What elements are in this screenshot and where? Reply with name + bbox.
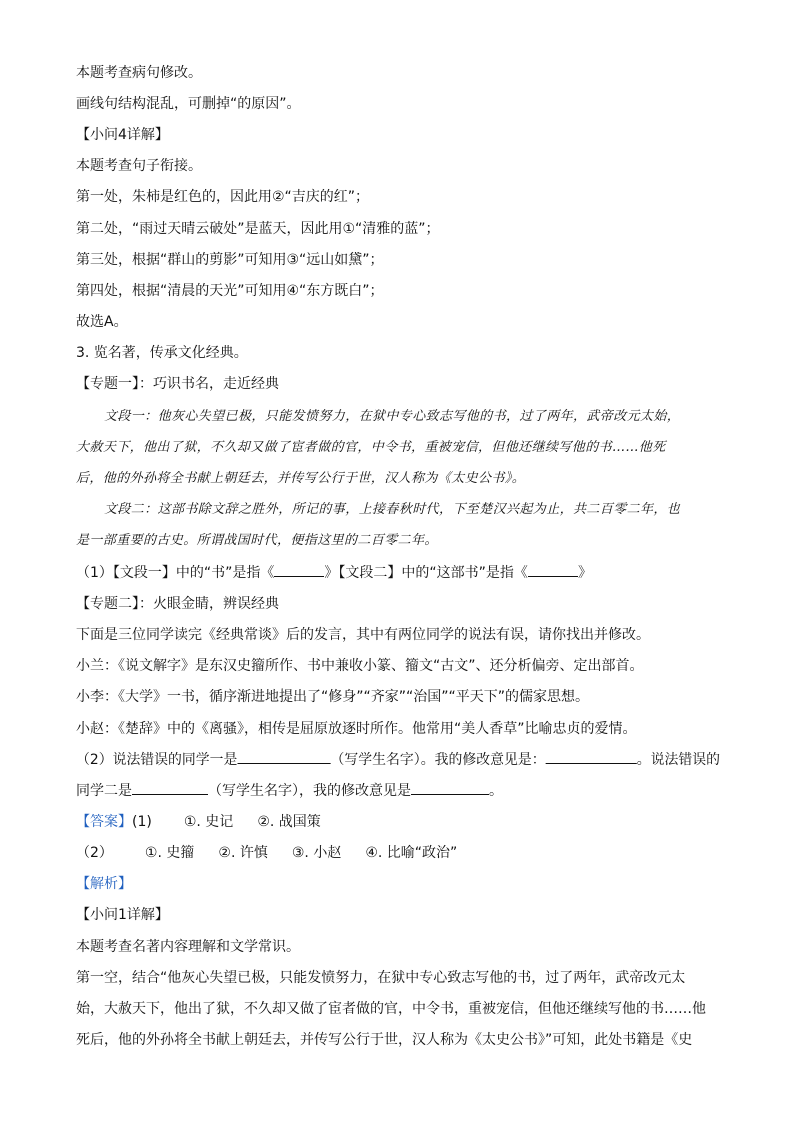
text-fragment: 》【文段二】中的“这部书”是指《: [324, 565, 528, 581]
text-line: 画线句结构混乱，可删掉“的原因”。: [76, 96, 301, 112]
answer-blank[interactable]: [132, 780, 208, 795]
question-title: 3. 览名著，传承文化经典。: [76, 345, 248, 361]
answer-blank[interactable]: [274, 562, 324, 577]
answer-value: . 许慎: [230, 845, 268, 861]
text-line: 第一空，结合“他灰心失望已极，只能发愤努力，在狱中专心致志写他的书，过了两年，武帝改元太: [76, 970, 686, 986]
topic-heading: 【专题二】：火眼金睛，辨误经典: [76, 596, 279, 612]
fill-question-1: [76, 562, 592, 584]
text-fragment: （2）说法错误的同学一是: [76, 752, 238, 768]
passage-line: 大赦天下，他出了狱，不久却又做了宦者做的官，中令书，重被宠信，但他还继续写他的书……他死: [76, 440, 666, 455]
answer-value: . 小赵: [304, 845, 342, 861]
text-line: 第二处，“雨过天晴云破处”是蓝天，因此用①“清雅的蓝”；: [76, 221, 440, 237]
answer-number: (1): [132, 814, 152, 830]
topic-heading: 【专题一】：巧识书名，走近经典: [76, 376, 279, 392]
text-fragment: 同学二是: [76, 783, 132, 799]
passage-line: 文段一：他灰心失望已极，只能发愤努力，在狱中专心致志写他的书，过了两年，武帝改元太始，: [104, 409, 681, 424]
answer-value: . 战国策: [269, 814, 321, 830]
passage-line: 后，他的外孙将全书献上朝廷去，并传写公行于世，汉人称为《太史公书》。: [76, 471, 526, 486]
text-line: 死后，他的外孙将全书献上朝廷去，并传写公行于世，汉人称为《太史公书》”可知，此处书籍是《史: [76, 1032, 693, 1048]
answer-blank[interactable]: [411, 780, 489, 795]
section-heading: 【小问1详解】: [76, 907, 169, 923]
answer-blank[interactable]: [546, 749, 637, 764]
text-fragment: 。说法错误的: [636, 752, 720, 768]
answer-line-1: [76, 811, 321, 833]
text-line: 第四处，根据“清晨的天光”可知用④“东方既白”；: [76, 283, 384, 299]
answer-line-2: [76, 842, 457, 864]
answer-number: （2）: [76, 845, 113, 861]
text-fragment: 。: [489, 783, 503, 799]
answer-value: . 比喻“政治”: [377, 845, 458, 861]
text-line: 小李：《大学》一书，循序渐进地提出了“修身”“齐家”“治国”“平天下”的儒家思想。: [76, 689, 590, 705]
text-line: 第一处，朱柿是红色的，因此用②“吉庆的红”；: [76, 189, 370, 205]
text-line: 本题考查名著内容理解和文学常识。: [76, 939, 300, 955]
text-line: 小赵：《楚辞》中的《离骚》，相传是屈原放逐时所作。他常用“美人香草”比喻忠贞的爱情。: [76, 721, 637, 737]
answer-value: . 史记: [196, 814, 234, 830]
text-line: 故选A。: [76, 314, 128, 330]
answer-marker: ①: [144, 845, 158, 861]
text-line: 始，大赦天下，他出了狱，不久却又做了宦者做的官，中令书，重被宠信，但他还继续写他的书……他: [76, 1001, 706, 1017]
text-fragment: 》: [577, 565, 592, 581]
answer-marker: ①: [183, 814, 197, 830]
passage-line: 是一部重要的古史。所谓战国时代，便指这里的二百零二年。: [76, 533, 438, 548]
text-line: 第三处，根据“群山的剪影”可知用③“远山如黛”；: [76, 252, 384, 268]
answer-marker: ④: [365, 845, 378, 861]
fill-question-2: [76, 749, 720, 771]
answer-blank[interactable]: [528, 562, 578, 577]
answer-value: . 史籀: [157, 845, 195, 861]
text-fragment: （写学生名字）。我的修改意见是：: [330, 752, 546, 768]
answer-label: 【答案】: [76, 814, 132, 830]
analysis-label: 【解析】: [76, 876, 132, 892]
text-line: 本题考查病句修改。: [76, 65, 202, 81]
answer-marker: ②: [218, 845, 231, 861]
answer-marker: ③: [291, 845, 305, 861]
text-line: 小兰：《说文解字》是东汉史籀所作、书中兼收小篆、籀文“古文”、还分析偏旁、定出部首。: [76, 658, 644, 674]
text-fragment: （写学生名字），我的修改意见是: [208, 783, 411, 799]
section-heading: 【小问4详解】: [76, 127, 169, 143]
fill-question-2-cont: [76, 780, 503, 802]
answer-marker: ②: [257, 814, 270, 830]
text-line: 本题考查句子衔接。: [76, 158, 202, 174]
passage-line: 文段二：这部书除文辞之胜外，所记的事，上接春秋时代，下至楚汉兴起为止，共二百零二年，也: [104, 502, 681, 517]
text-line: 下面是三位同学读完《经典常谈》后的发言，其中有两位同学的说法有误，请你找出并修改。: [76, 627, 650, 643]
text-fragment: （1）【文段一】中的“书”是指《: [76, 565, 275, 581]
answer-blank[interactable]: [237, 749, 330, 764]
